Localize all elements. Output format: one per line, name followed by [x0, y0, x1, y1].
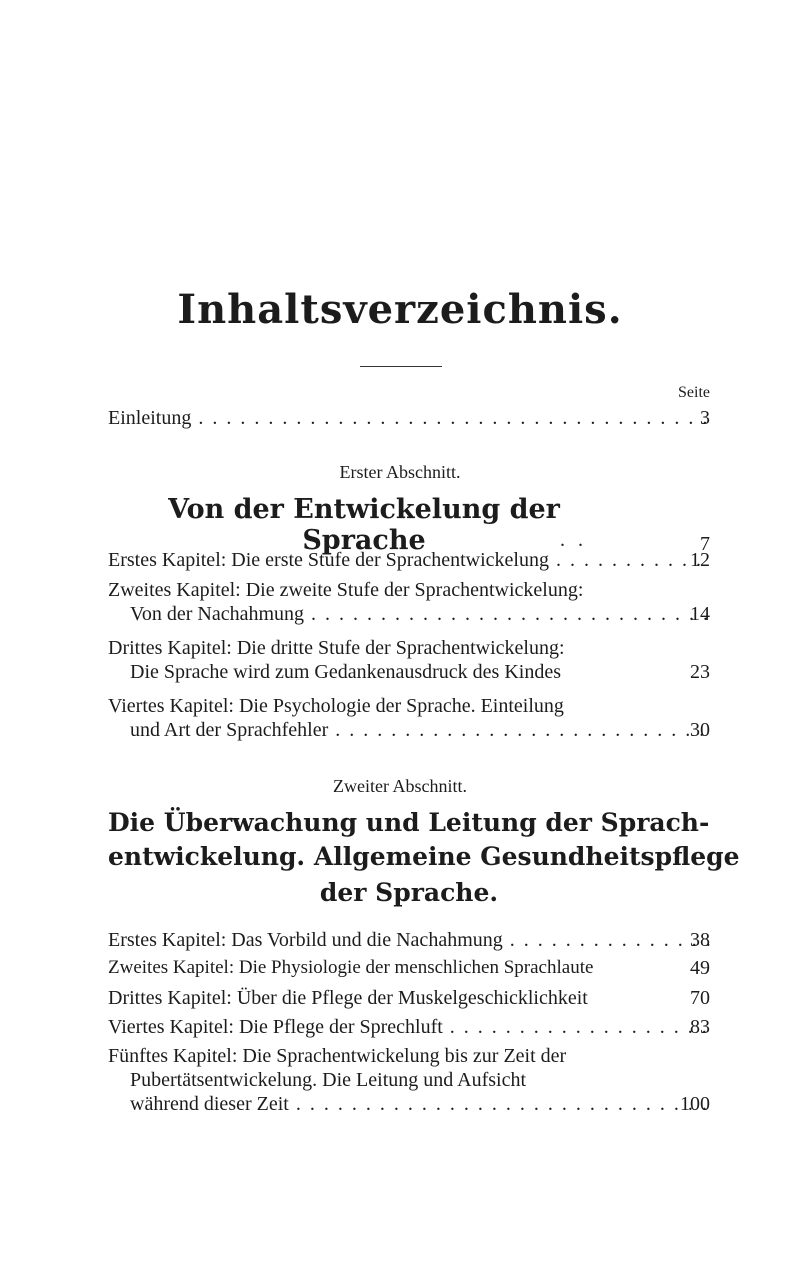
part2-heading-line3: der Sprache.: [319, 878, 499, 907]
toc-entry-label: Einleitung: [108, 407, 192, 429]
toc-entry-part1-ch4[interactable]: Viertes Kapitel: Die Psychologie der Sprache. Einteilung und Art der Sprachfehler . . . 30: [108, 694, 710, 742]
page-column-label: Seite: [678, 384, 710, 401]
toc-entry-part1-ch3[interactable]: Drittes Kapitel: Die dritte Stufe der Sprachentwickelung: Die Sprache wird zum Gedankenausdruck des Kindes 23: [108, 637, 710, 683]
part2-heading-line1: Die Überwachung und Leitung der Sprach-: [108, 808, 710, 837]
page-title: Inhaltsverzeichnis.: [177, 286, 623, 333]
toc-entry-part1-ch2[interactable]: Zweites Kapitel: Die zweite Stufe der Sprachentwickelung: Von der Nachahmung . . . 14: [108, 578, 710, 626]
toc-entry-part2-ch1[interactable]: Erstes Kapitel: Das Vorbild und die Nachahmung . . . 38: [108, 928, 710, 952]
toc-entry-part2-ch2[interactable]: Zweites Kapitel: Die Physiologie der menschlichen Sprachlaute 49: [108, 956, 710, 979]
toc-entry-part2-ch4[interactable]: Viertes Kapitel: Die Pflege der Sprechluft . . . 83: [108, 1015, 710, 1039]
part1-label: Erster Abschnitt.: [339, 462, 461, 482]
toc-entry-part2-ch5[interactable]: Fünftes Kapitel: Die Sprachentwickelung bis zur Zeit der Pubertätsentwickelung. Die Leitung und Aufsicht während dieser Zeit . . . 100: [108, 1044, 710, 1116]
toc-entry-page: 7: [700, 533, 710, 555]
title-divider: [360, 366, 442, 367]
part2-heading-line2: entwickelung. Allgemeine Gesundheitspflege: [108, 842, 740, 871]
toc-entry-page: 3: [700, 407, 710, 429]
part2-label: Zweiter Abschnitt.: [333, 776, 467, 796]
toc-entry-intro[interactable]: [108, 406, 710, 430]
toc-entry-part1-ch1[interactable]: Erstes Kapitel: Die erste Stufe der Sprachentwickelung . . . 12: [108, 548, 710, 572]
part1-heading[interactable]: Von der Entwickelung der Sprache . . 7: [168, 494, 710, 556]
toc-entry-part2-ch3[interactable]: Drittes Kapitel: Über die Pflege der Muskelgeschicklichkeit 70: [108, 987, 710, 1009]
